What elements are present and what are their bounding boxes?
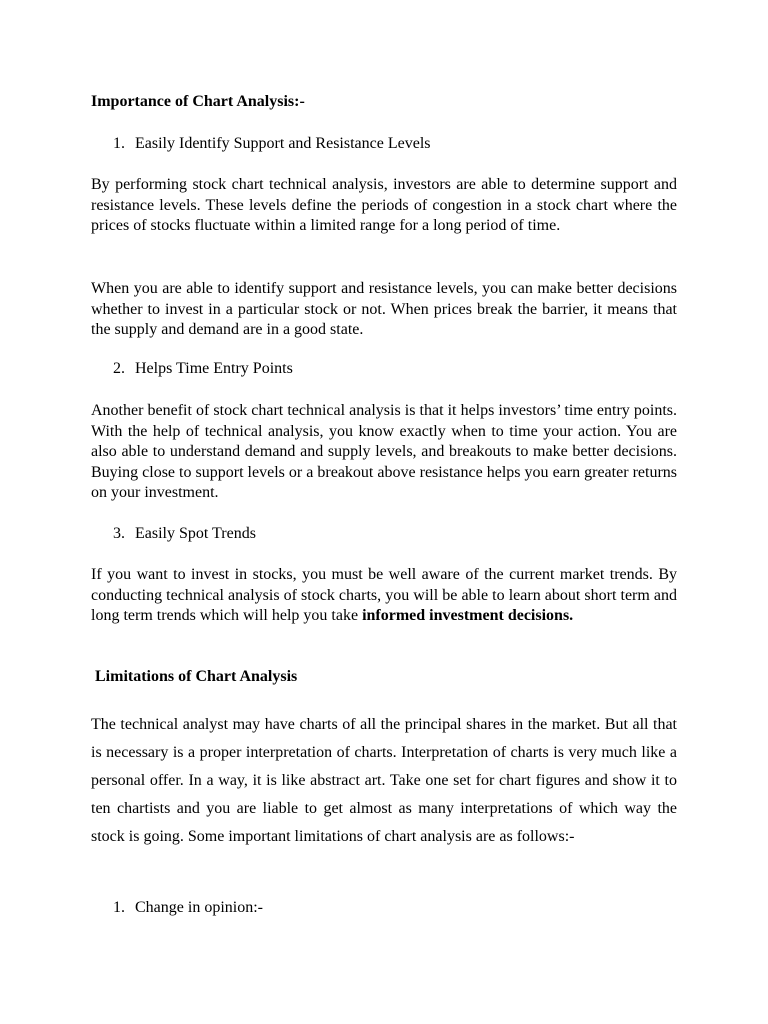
paragraph-identify-levels: When you are able to identify support and resistance levels, you can make better decisions whether to invest in a particular stock or not. When prices break the barrier, it means that the supply and demand are in a good state. bbox=[91, 280, 677, 338]
list-number: 2. bbox=[113, 360, 125, 377]
list-item-spot-trends bbox=[91, 524, 677, 545]
list-number: 1. bbox=[113, 899, 125, 916]
list-item-entry-points bbox=[91, 359, 677, 380]
list-item-text: Easily Identify Support and Resistance Levels bbox=[135, 135, 431, 152]
list-number: 3. bbox=[113, 525, 125, 542]
paragraph-support-resistance: By performing stock chart technical analysis, investors are able to determine support and resistance levels. These levels define the periods of congestion in a stock chart where the prices of stocks fluctuate within a limited range for a long period of time. bbox=[91, 176, 677, 234]
paragraph-entry-points: Another benefit of stock chart technical analysis is that it helps investors’ time entry points. With the help of technical analysis, you know exactly when to time your action. You are also able to understand demand and supply levels, and breakouts to make better decisions. Buying close to support levels or a breakout above resistance helps you earn greater returns on your investment. bbox=[91, 402, 677, 501]
paragraph-trends-text: If you want to invest in stocks, you must be well aware of the current market trends. By conducting technical analysis of stock charts, you will be able to learn about short term and long term trends which will help you take bbox=[91, 566, 677, 624]
paragraph-trends bbox=[91, 565, 677, 627]
paragraph-trends-bold: informed investment decisions. bbox=[362, 607, 574, 624]
list-item-text: Easily Spot Trends bbox=[135, 525, 256, 542]
list-item-change-opinion bbox=[91, 898, 677, 919]
section-heading-limitations: Limitations of Chart Analysis bbox=[95, 668, 298, 685]
section-heading-importance: Importance of Chart Analysis:- bbox=[91, 93, 305, 110]
paragraph-limitations: The technical analyst may have charts of all the principal shares in the market. But all that is necessary is a proper interpretation of charts. Interpretation of charts is very much like a personal offer. In a way, it is like abstract art. Take one set for chart figures and show it to ten chartists and you are liable to get almost as many interpretations of which way the stock is going. Some important limitations of chart analysis are as follows:- bbox=[91, 716, 677, 845]
list-item-text: Helps Time Entry Points bbox=[135, 360, 293, 377]
list-number: 1. bbox=[113, 135, 125, 152]
list-item-text: Change in opinion:- bbox=[135, 899, 263, 916]
list-item-support-resistance bbox=[91, 134, 677, 155]
